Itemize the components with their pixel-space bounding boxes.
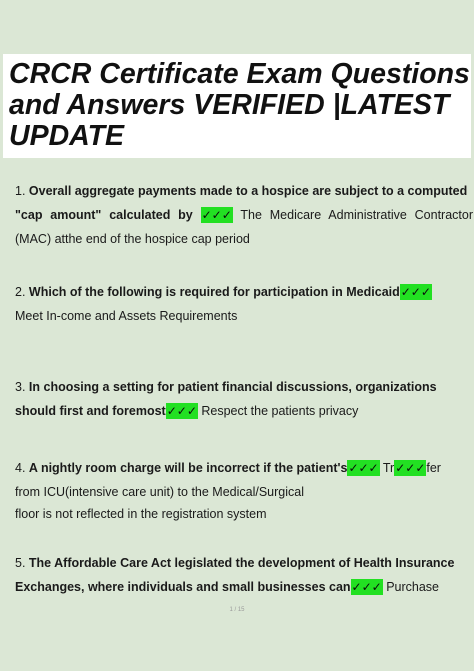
question-2-number: 2. xyxy=(15,285,29,299)
question-5-text-cont: Exchanges, where individuals and small businesses can xyxy=(15,580,351,594)
check-mark-icon: ✓✓✓ xyxy=(351,580,382,594)
title-line-1: CRCR Certificate Exam Questions xyxy=(9,58,470,90)
question-1-number: 1. xyxy=(15,184,29,198)
title-box xyxy=(3,54,471,158)
question-4-number: 4. xyxy=(15,461,29,475)
question-2 xyxy=(15,280,432,328)
check-mark-icon: ✓✓✓ xyxy=(400,285,431,299)
question-1-text: Overall aggregate payments made to a hospice are subject to a computed xyxy=(28,184,468,198)
question-4 xyxy=(15,456,441,526)
question-5 xyxy=(15,551,454,599)
answer-2: Meet In-come and Assets Requirements xyxy=(15,309,238,323)
question-4-line-1 xyxy=(15,456,441,480)
question-1-line-1 xyxy=(15,179,473,203)
document-title xyxy=(9,59,471,152)
question-5-text: The Affordable Care Act legislated the development of Health Insurance xyxy=(28,556,455,570)
answer-1: The Medicare Administrative Contractor xyxy=(232,208,473,222)
question-3-line-1 xyxy=(15,375,437,399)
question-3 xyxy=(15,375,437,423)
check-mark-icon: ✓✓✓ xyxy=(166,404,197,418)
question-3-text-cont: should first and foremost xyxy=(15,404,166,418)
answer-4-part-2: fer xyxy=(426,461,441,475)
answer-4-line-3: floor is not reflected in the registration system xyxy=(15,507,267,521)
answer-3: Respect the patients privacy xyxy=(197,404,359,418)
question-5-line-1 xyxy=(15,551,454,575)
check-mark-icon: ✓✓✓ xyxy=(395,461,426,475)
question-3-line-2 xyxy=(15,399,437,423)
check-mark-icon: ✓✓✓ xyxy=(201,208,232,222)
answer-4-part-1: Tr xyxy=(379,461,395,475)
question-4-text: A nightly room charge will be incorrect if the patient's xyxy=(28,461,348,475)
question-3-number: 3. xyxy=(15,380,29,394)
question-1-line-2 xyxy=(15,203,473,227)
question-1-line-3: (MAC) atthe end of the hospice cap period xyxy=(15,232,250,246)
title-line-2: and Answers VERIFIED |LATEST xyxy=(9,89,450,121)
question-1 xyxy=(15,179,473,251)
page-number: 1 / 15 xyxy=(229,607,245,613)
question-2-text: Which of the following is required for participation in Medicaid xyxy=(28,285,400,299)
check-mark-icon: ✓✓✓ xyxy=(348,461,379,475)
question-1-text-cont: "cap amount" calculated by xyxy=(15,208,193,222)
question-2-line-1 xyxy=(15,280,432,304)
question-3-text: In choosing a setting for patient financial discussions, organizations xyxy=(28,380,437,394)
title-line-3: UPDATE xyxy=(9,120,125,152)
answer-4-line-2: from ICU(intensive care unit) to the Medical/Surgical xyxy=(15,485,305,499)
question-5-line-2 xyxy=(15,575,454,599)
answer-5: Purchase xyxy=(382,580,439,594)
question-5-number: 5. xyxy=(15,556,29,570)
